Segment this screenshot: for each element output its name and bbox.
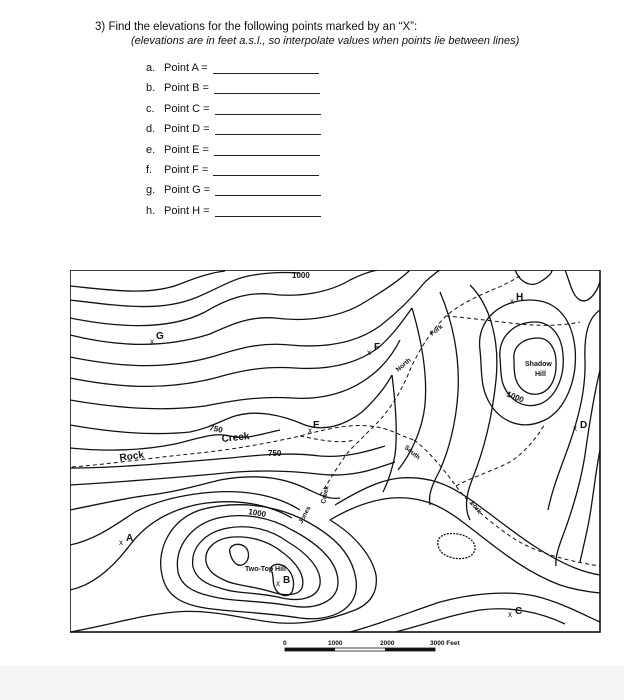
label-fork: Fork — [428, 323, 445, 338]
answer-blank-g[interactable] — [215, 184, 321, 196]
answer-letter: d. — [146, 123, 156, 136]
scale-tick-label: 2000 — [380, 640, 395, 647]
answer-row-a — [146, 62, 321, 82]
answer-row-g — [146, 184, 321, 204]
answer-list — [146, 62, 321, 225]
answer-blank-h[interactable] — [215, 205, 321, 217]
topographic-map — [70, 270, 604, 662]
point-label-h: H — [516, 292, 524, 303]
label-rock: Rock — [118, 449, 145, 464]
question-instructions: (elevations are in feet a.s.l., so interpolate values when points lie between lines) — [131, 35, 520, 47]
answer-label: Point B = — [164, 82, 209, 95]
contour-label: 1000 — [247, 507, 267, 520]
label-jones: Jones — [297, 505, 313, 525]
answer-letter: c. — [146, 102, 155, 115]
page-bottom-band — [0, 666, 624, 700]
contour-label: 750 — [208, 423, 224, 435]
answer-blank-d[interactable] — [215, 123, 321, 135]
point-label-e: E — [313, 420, 320, 431]
answer-label: Point C = — [164, 102, 210, 115]
x-marker: x — [508, 610, 512, 619]
contour-label: 1000 — [505, 389, 526, 405]
contour-label: 750 — [268, 449, 282, 458]
answer-label: Point E = — [164, 143, 209, 156]
answer-letter: a. — [146, 62, 156, 74]
x-marker: x — [308, 426, 312, 435]
answer-blank-e[interactable] — [214, 144, 320, 156]
point-label-d: D — [580, 420, 588, 431]
point-label-b: B — [283, 575, 291, 586]
point-label-g: G — [156, 331, 164, 342]
point-label-f: F — [374, 342, 381, 353]
scale-tick-label: 1000 — [328, 640, 343, 647]
question-prompt — [95, 20, 417, 34]
answer-row-h — [146, 205, 321, 225]
question-number: 3) — [95, 21, 106, 33]
answer-letter: e. — [146, 143, 156, 156]
label-jones-creek: Creek — [320, 485, 331, 505]
scale-bar-fill — [285, 648, 335, 651]
question-text: Find the elevations for the following points marked by an “X”: — [108, 21, 418, 33]
label-two-top-hill: Two-Top Hill — [245, 566, 286, 573]
answer-blank-a[interactable] — [213, 62, 319, 74]
answer-row-c — [146, 103, 321, 123]
x-marker: x — [367, 348, 371, 357]
label-south-fork: Fork — [468, 499, 483, 516]
answer-label: Point F = — [164, 163, 209, 176]
answer-row-d — [146, 123, 321, 143]
contour-label: 1000 — [292, 271, 310, 280]
answer-letter: b. — [146, 82, 156, 95]
label-creek: Creek — [221, 431, 250, 445]
answer-letter: g. — [146, 184, 156, 197]
scale-bar — [283, 640, 460, 651]
point-label-a: A — [126, 533, 134, 544]
answer-blank-b[interactable] — [214, 82, 320, 94]
answer-label: Point H = — [164, 204, 210, 217]
answer-label: Point A = — [164, 62, 208, 74]
x-marker: x — [510, 297, 514, 306]
answer-blank-c[interactable] — [215, 103, 321, 115]
x-marker: x — [573, 424, 577, 433]
answer-label: Point D = — [164, 123, 210, 136]
answer-letter: h. — [146, 204, 156, 217]
label-hill: Hill — [535, 371, 546, 378]
label-north: North — [394, 357, 413, 374]
x-marker: x — [119, 538, 123, 547]
point-label-c: C — [515, 606, 523, 617]
answer-blank-f[interactable] — [213, 164, 319, 176]
x-marker: x — [150, 337, 154, 346]
answer-row-f — [146, 164, 321, 184]
scale-tick-label: 3000 Feet — [430, 640, 460, 647]
scale-tick-label: 0 — [283, 640, 287, 647]
scale-bar-fill — [385, 648, 435, 651]
label-south: South — [402, 444, 422, 462]
x-marker: x — [276, 579, 280, 588]
answer-row-e — [146, 144, 321, 164]
answer-label: Point G = — [164, 184, 211, 197]
label-shadow: Shadow — [525, 361, 552, 368]
answer-row-b — [146, 82, 321, 102]
answer-letter: f. — [146, 163, 153, 176]
